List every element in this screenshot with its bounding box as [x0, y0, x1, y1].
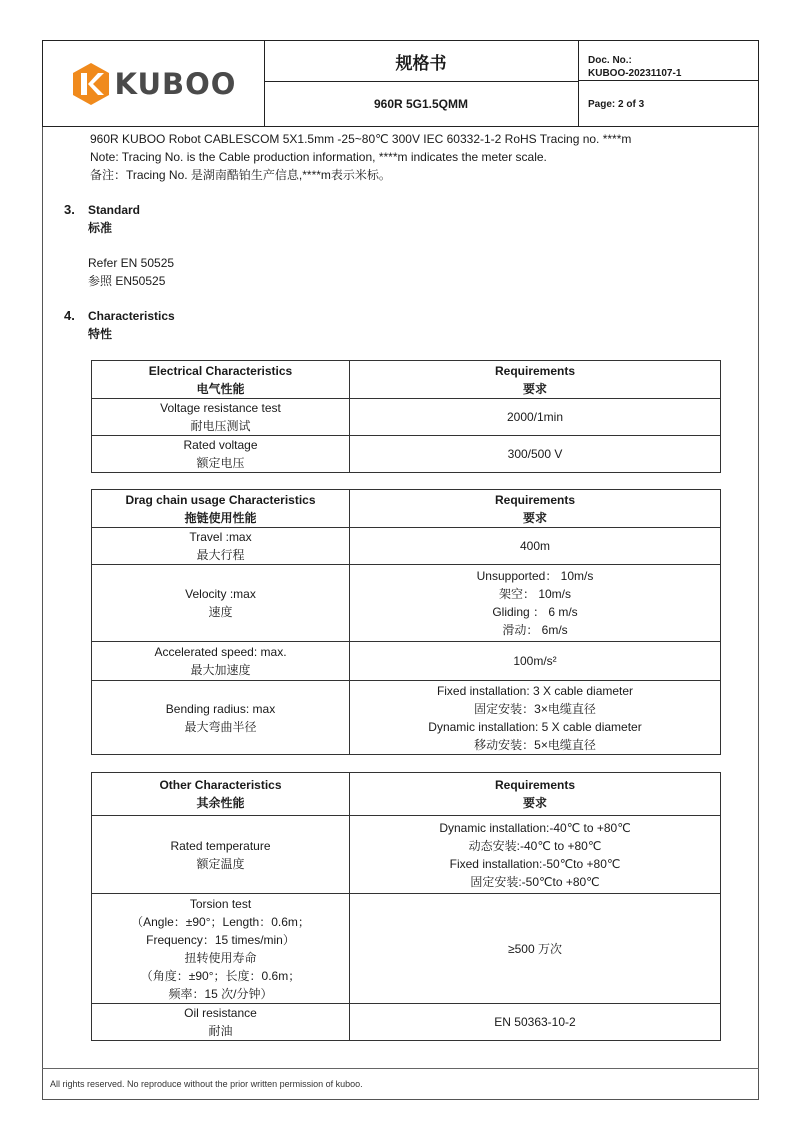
header-cn: 拖链使用性能	[184, 510, 257, 525]
table-row	[92, 642, 721, 681]
table-header-row	[92, 490, 721, 528]
param-cn: 速度	[208, 605, 233, 619]
param-cell	[92, 816, 350, 894]
req-line: Fixed installation:-50℃to +80℃	[449, 856, 621, 871]
logo	[43, 41, 265, 126]
standard-text-cn: 参照 EN50525	[88, 274, 166, 288]
doc-number-value: KUBOO-20231107-1	[588, 68, 682, 79]
requirement-cell	[350, 816, 721, 894]
param-cn: 最大行程	[196, 548, 245, 562]
table-header-row	[92, 773, 721, 816]
footer-divider	[42, 1068, 759, 1069]
param-en: Travel :max	[189, 530, 252, 544]
table-row	[92, 528, 721, 565]
section-characteristics-heading	[64, 307, 175, 343]
param-en: Bending radius: max	[165, 701, 276, 716]
param-line: （Angle：±90°；Length：0.6m；	[131, 914, 310, 929]
electrical-table	[91, 360, 721, 473]
section-title-cn: 特性	[88, 327, 113, 341]
section-title-cn: 标准	[88, 221, 113, 235]
header-en: Requirements	[494, 363, 576, 378]
header-en: Other Characteristics	[159, 778, 282, 792]
section-title-en: Characteristics	[88, 309, 175, 323]
requirement-cell: 2000/1min	[350, 399, 721, 436]
drag-chain-table	[91, 489, 721, 755]
header-cell	[350, 490, 721, 528]
param-cn: 耐电压测试	[190, 419, 251, 433]
req-line: 滑动： 6m/s	[502, 623, 568, 637]
param-line: Frequency：15 times/min）	[146, 932, 295, 947]
requirement-cell: ≥500 万次	[350, 894, 721, 1004]
param-line: （角度：±90°；长度：0.6m；	[140, 968, 301, 983]
section-title-en: Standard	[88, 203, 141, 217]
param-cell	[92, 399, 350, 436]
header-cn: 要求	[522, 381, 547, 396]
page-number: Page: 2 of 3	[588, 99, 645, 110]
param-en: Velocity :max	[185, 587, 256, 601]
header-en: Requirements	[494, 778, 576, 792]
document-header	[42, 40, 759, 127]
header-cn: 要求	[522, 796, 547, 810]
table-row	[92, 565, 721, 642]
table-row	[92, 681, 721, 755]
req-line: Fixed installation: 3 X cable diameter	[436, 683, 634, 698]
table-row	[92, 894, 721, 1004]
doc-number	[578, 41, 758, 81]
requirement-cell	[350, 681, 721, 755]
param-cell	[92, 436, 350, 473]
product-code: 960R 5G1.5QMM	[373, 97, 469, 111]
param-en: Rated temperature	[170, 838, 271, 853]
requirement-cell: EN 50363-10-2	[350, 1004, 721, 1041]
param-en: Voltage resistance test	[160, 401, 281, 415]
param-line: 频率：15 次/分钟）	[168, 986, 273, 1001]
param-line: 扭转使用寿命	[184, 950, 257, 965]
table-header-row	[92, 361, 721, 399]
document-title: 规格书	[264, 41, 578, 82]
table-row	[92, 436, 721, 473]
header-en: Electrical Characteristics	[148, 363, 293, 378]
requirement-cell	[350, 565, 721, 642]
param-cell	[92, 528, 350, 565]
section-standard-heading	[64, 201, 140, 237]
intro	[90, 130, 631, 184]
req-line: 移动安装：5×电缆直径	[474, 737, 596, 752]
other-characteristics-table	[91, 772, 721, 1041]
section-number: 4.	[64, 308, 75, 323]
logo-text: KUBOO	[114, 66, 237, 101]
param-cn: 最大弯曲半径	[184, 719, 257, 734]
param-en: Rated voltage	[183, 438, 258, 452]
param-line: Torsion test	[189, 896, 252, 911]
req-line: 固定安装：3×电缆直径	[474, 701, 596, 716]
header-cell	[92, 490, 350, 528]
header-cell	[92, 361, 350, 399]
req-line: Dynamic installation:-40℃ to +80℃	[439, 820, 631, 835]
param-en: Oil resistance	[184, 1006, 257, 1020]
note-line-cn: 备注：Tracing No. 是湖南酷铂生产信息,****m表示米标。	[90, 168, 391, 182]
param-cell	[92, 565, 350, 642]
requirement-cell: 400m	[350, 528, 721, 565]
doc-number-label: Doc. No.:	[588, 55, 632, 66]
param-cell	[92, 1004, 350, 1041]
kuboo-logo-icon	[71, 62, 111, 106]
requirement-cell: 100m/s²	[350, 642, 721, 681]
param-cell	[92, 681, 350, 755]
param-cn: 额定电压	[196, 456, 245, 470]
param-en: Accelerated speed: max.	[154, 645, 287, 659]
req-line: Gliding ： 6 m/s	[492, 605, 578, 619]
req-line: 动态安装:-40℃ to +80℃	[468, 838, 602, 853]
header-en: Requirements	[494, 492, 576, 507]
req-line: Unsupported： 10m/s	[476, 569, 594, 583]
param-cell	[92, 894, 350, 1004]
param-cell	[92, 642, 350, 681]
req-line: 固定安装:-50℃to +80℃	[470, 874, 600, 889]
req-line: Dynamic installation: 5 X cable diameter	[428, 719, 642, 734]
table-row	[92, 1004, 721, 1041]
print-line: 960R KUBOO Robot CABLESCOM 5X1.5mm -25~80℃ 300V IEC 60332-1-2 RoHS Tracing no. ****m	[90, 132, 632, 146]
footer-text: All rights reserved. No reproduce without the prior written permission of kuboo.	[50, 1079, 363, 1089]
header-cn: 其余性能	[196, 796, 245, 810]
header-cell	[350, 773, 721, 816]
req-line: 架空： 10m/s	[498, 587, 571, 601]
header-cell	[350, 361, 721, 399]
header-cn: 电气性能	[196, 381, 245, 396]
header-cell	[92, 773, 350, 816]
standard-text	[88, 254, 174, 290]
table-row	[92, 816, 721, 894]
header-en: Drag chain usage Characteristics	[125, 492, 316, 507]
note-line: Note: Tracing No. is the Cable production information, ****m indicates the meter scale.	[90, 150, 547, 164]
param-cn: 最大加速度	[190, 663, 251, 677]
header-cn: 要求	[522, 510, 547, 525]
param-cn: 额定温度	[196, 856, 245, 871]
table-row	[92, 399, 721, 436]
standard-text-en: Refer EN 50525	[88, 256, 175, 270]
param-cn: 耐油	[208, 1024, 233, 1038]
section-number: 3.	[64, 202, 75, 217]
requirement-cell: 300/500 V	[350, 436, 721, 473]
